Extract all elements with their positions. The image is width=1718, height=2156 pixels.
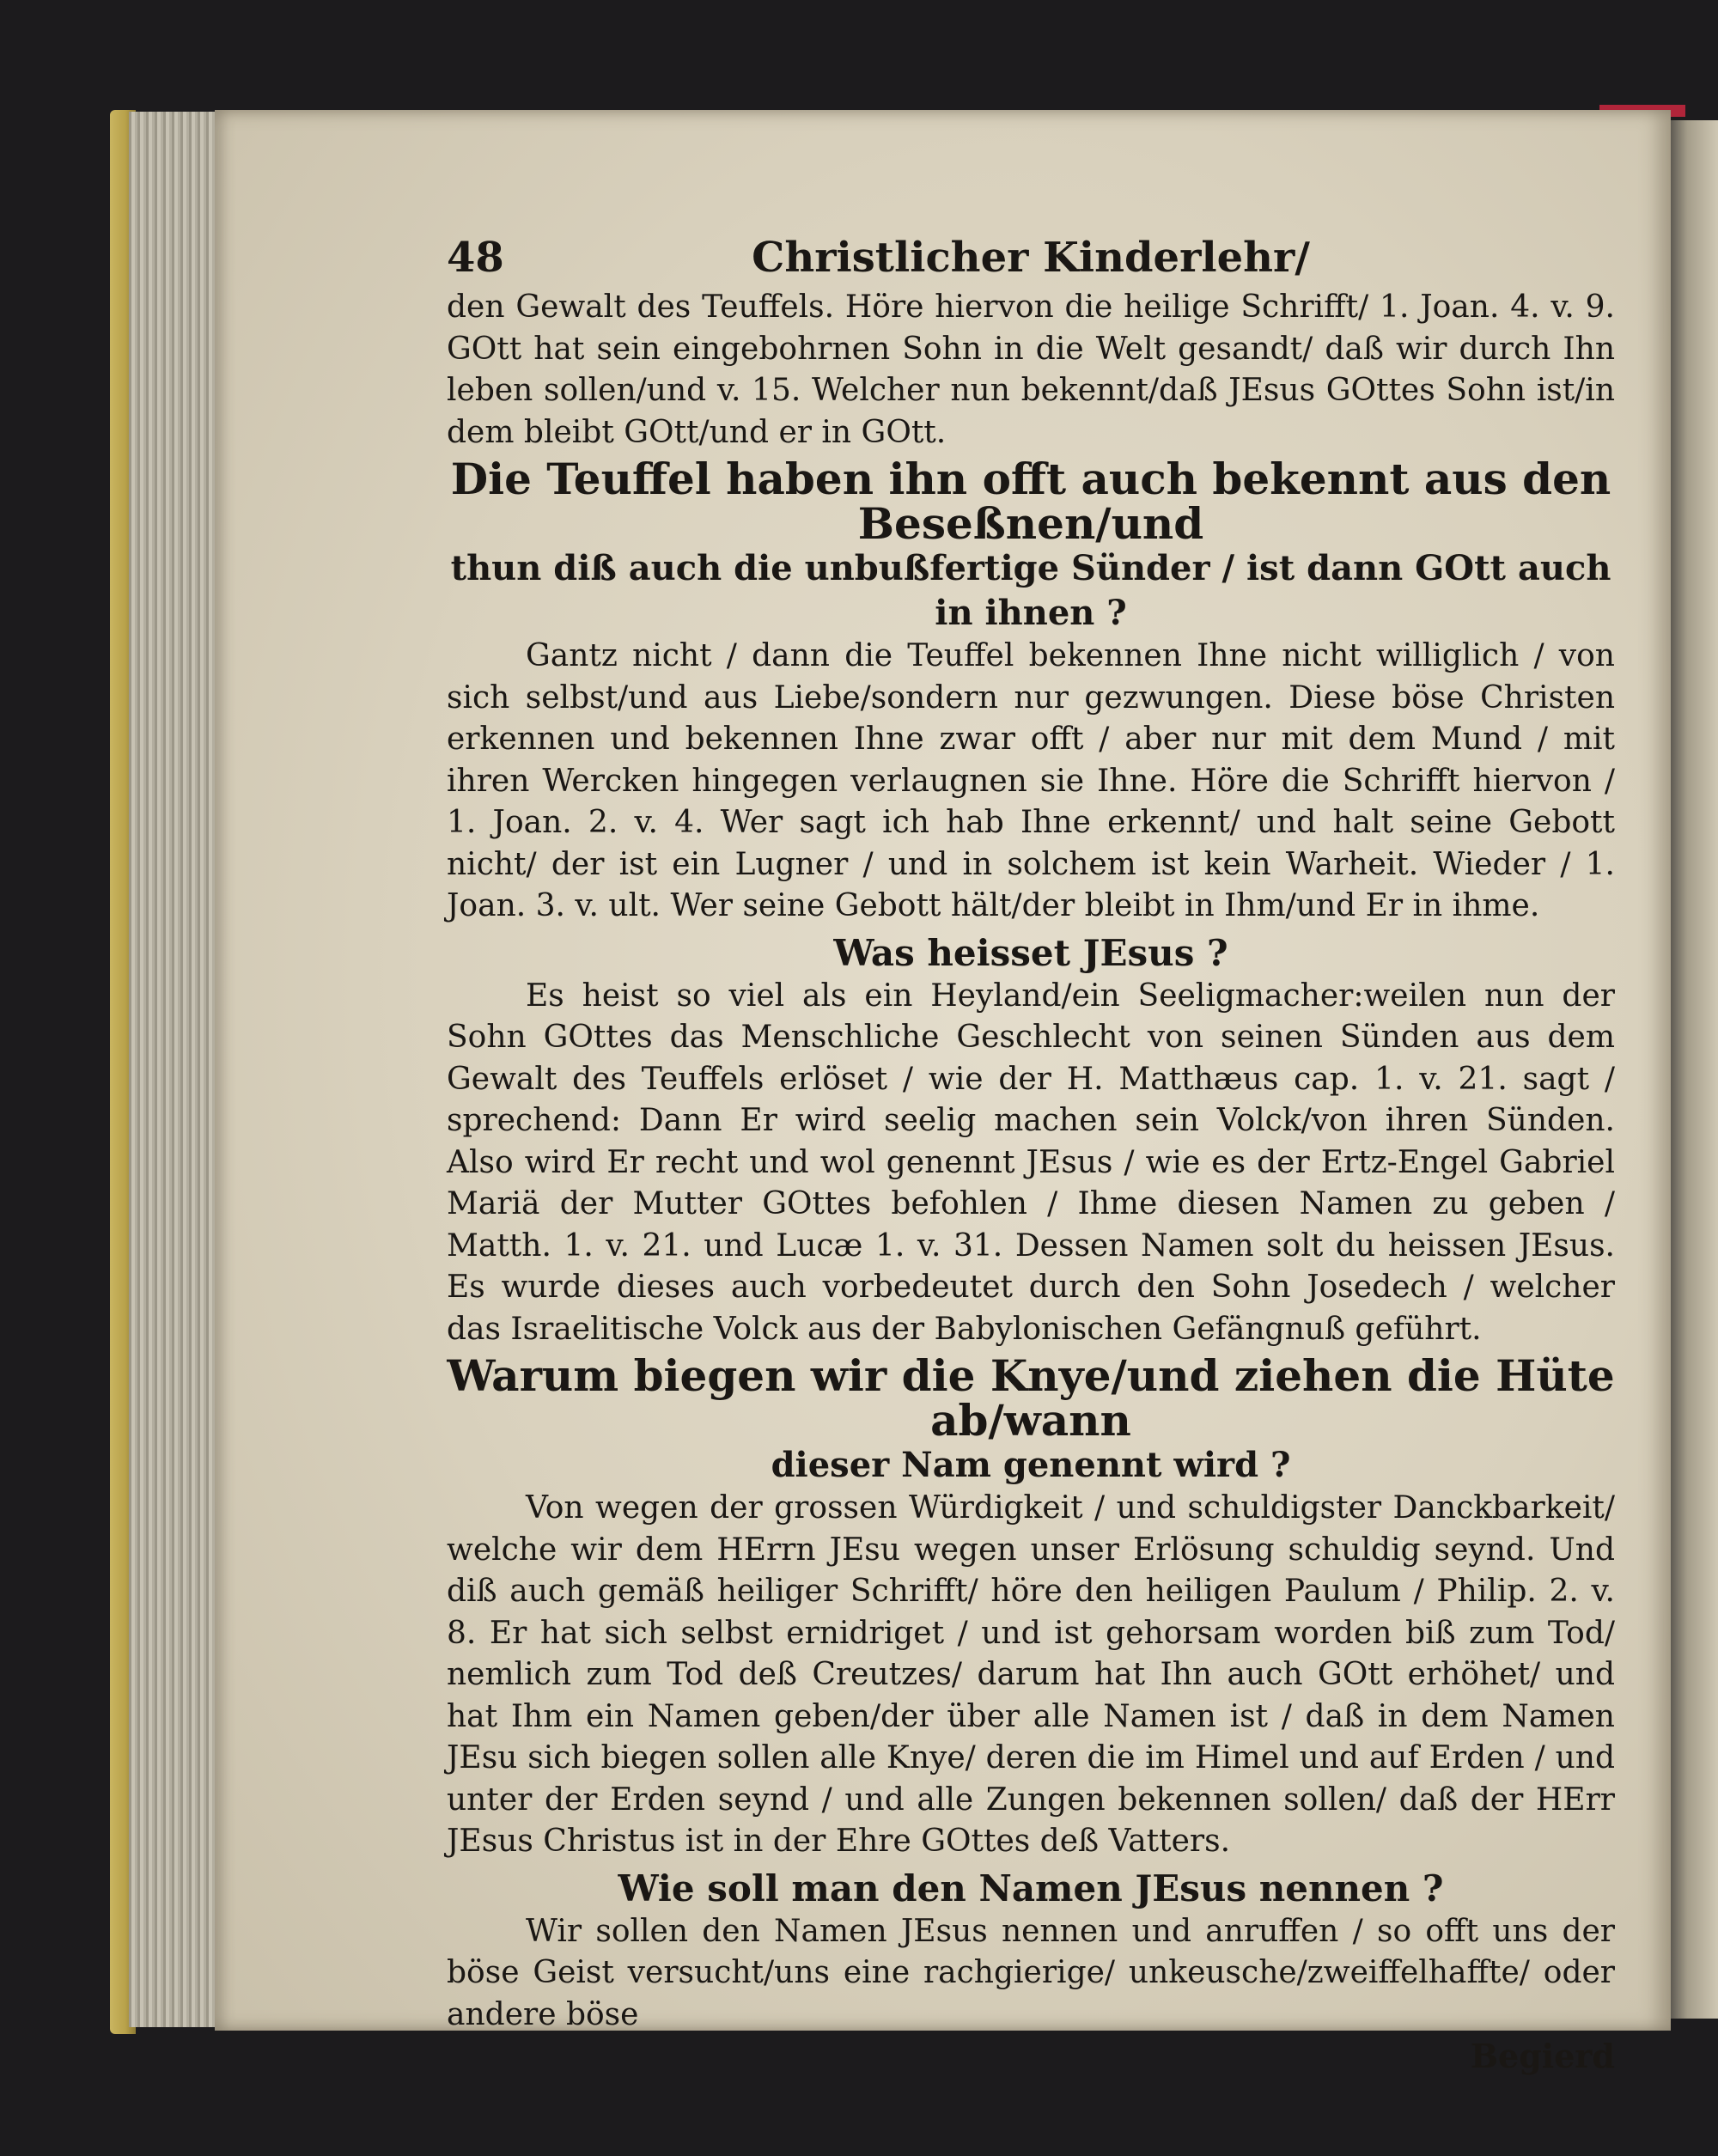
question-2: Was heisset JEsus ? — [833, 931, 1228, 974]
question-1 — [447, 454, 1615, 636]
paragraph-1: den Gewalt des Teuffels. Höre hiervon die heilige Schrifft/ 1. Joan. 4. v. 9. GOtt hat sein eingebohrnen Sohn in die Welt gesandt/ daß wir durch Ihn leben sollen/und v. 15. Welcher nun bekennt/daß JEsus GOttes Sohn ist/in dem bleibt GOtt/und er in GOtt. — [447, 289, 1615, 450]
question-4: Wie soll man den Namen JEsus nennen ? — [618, 1867, 1444, 1909]
paragraph-3: Es heist so viel als ein Heyland/ein Seeligmacher:weilen nun der Sohn GOttes das Menschliche Geschlecht von seinen Sünden aus dem Gewalt des Teuffels erlöset / wie der H. Matthæus cap. 1. v. 21. sagt / sprechend: Dann Er wird seelig machen sein Volck/von ihren Sünden. Also wird Er recht und wol genennt JEsus / wie es der Ertz-Engel Gabriel Mariä der Mutter GOttes befohlen / Ihme diesen Namen zu geben / Matth. 1. v. 21. und Lucæ 1. v. 31. Dessen Namen solt du heissen JEsus. Es wurde dieses auch vorbedeutet durch den Sohn Josedech / welcher das Israelitische Volck aus der Babylonischen Gefängnuß geführt. — [447, 978, 1615, 1347]
question-3-sub: dieser Nam genennt wird ? — [771, 1445, 1291, 1485]
paragraph-2: Gantz nicht / dann die Teuffel bekennen Ihne nicht williglich / von sich selbst/und aus Liebe/sondern nur gezwungen. Diese böse Christen erkennen und bekennen Ihne zwar offt / aber nur mit dem Mund / mit ihren Wercken hingegen verlaugnen sie Ihne. Höre die Schrifft hiervon / 1. Joan. 2. v. 4. Wer sagt ich hab Ihne erkennt/ und halt seine Gebott nicht/ der ist ein Lugner / und in solchem ist kein Warheit. Wieder / 1. Joan. 3. v. ult. Wer seine Gebott hält/der bleibt in Ihm/und Er in ihme. — [447, 638, 1615, 923]
question-3 — [447, 1350, 1615, 1488]
page-stack-edge — [129, 112, 223, 2027]
page-number: 48 — [447, 234, 504, 282]
page-header — [447, 232, 1615, 287]
paragraph-4: Von wegen der grossen Würdigkeit / und schuldigster Danckbarkeit/ welche wir dem HErrn JEsu wegen unser Erlösung schuldig seynd. Und diß auch gemäß heiliger Schrifft/ höre den heiligen Paulum / Philip. 2. v. 8. Er hat sich selbst ernidriget / und ist gehorsam worden biß zum Tod/ nemlich zum Tod deß Creutzes/ darum hat Ihn auch GOtt erhöhet/ und hat Ihm ein Namen geben/der über alle Namen ist / daß in dem Namen JEsu sich biegen sollen alle Knye/ deren die im Himel und auf Erden / und unter der Erden seynd / und alle Zungen bekennen sollen/ daß der HErr JEsus Christus ist in der Ehre GOttes deß Vatters. — [447, 1490, 1615, 1859]
question-1-line: Die Teuffel haben ihn offt auch bekennt aus den Beseßnen/und — [450, 454, 1611, 549]
facing-page-edge — [1671, 120, 1718, 2019]
running-title: Christlicher Kinderlehr/ — [752, 234, 1310, 282]
question-1-sub: thun diß auch die unbußfertige Sünder / ist dann GOtt auch in ihnen ? — [450, 548, 1611, 633]
question-3-line: Warum biegen wir die Knye/und ziehen die Hüte ab/wann — [447, 1350, 1615, 1446]
paragraph-5: Wir sollen den Namen JEsus nennen und anruffen / so offt uns der böse Geist versucht/uns eine rachgierige/ unkeusche/zweiffelhaffte/ oder andere böse — [447, 1913, 1615, 2032]
catchword: Begierd — [1470, 2037, 1615, 2075]
page-text — [447, 232, 1615, 2078]
